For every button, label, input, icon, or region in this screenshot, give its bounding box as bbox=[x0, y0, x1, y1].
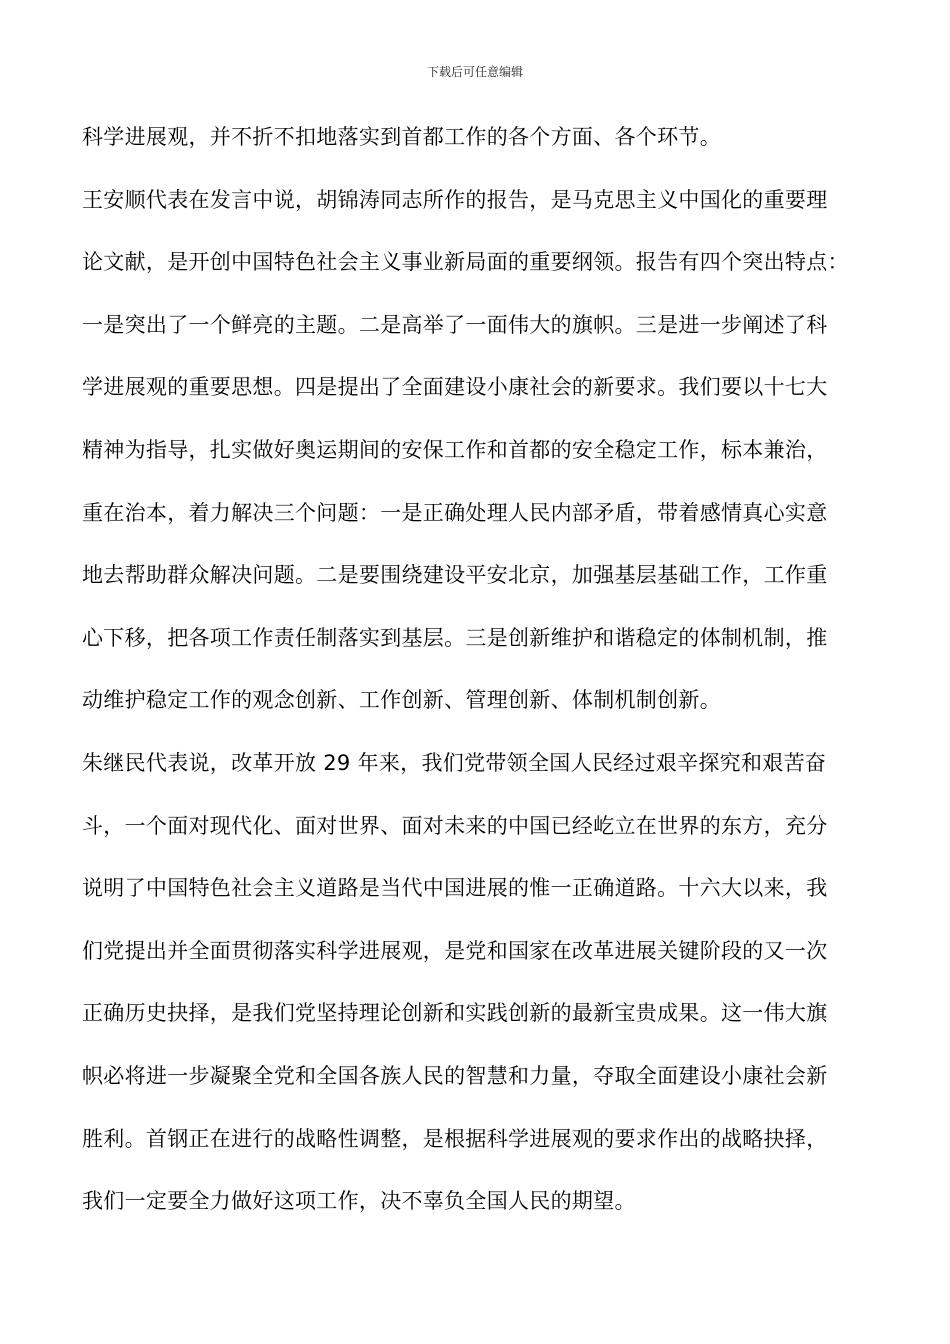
text-line: 科学进展观，并不折不扣地落实到首都工作的各个方面、各个环节。 bbox=[82, 125, 721, 149]
text-line: 重在治本，着力解决三个问题：一是正确处理人民内部矛盾，带着感情真心实意 bbox=[82, 500, 828, 525]
text-line: 我们一定要全力做好这项工作，决不辜负全国人民的期望。 bbox=[82, 1189, 636, 1214]
text-line: 正确历史抉择，是我们党坚持理论创新和实践创新的最新宝贵成果。这一伟大旗 bbox=[82, 1001, 828, 1026]
text-line: 说明了中国特色社会主义道路是当代中国进展的惟一正确道路。十六大以来，我 bbox=[82, 876, 828, 901]
text-line: 朱继民代表说，改革开放 29 年来，我们党带领全国人民经过艰辛探究和艰苦奋 bbox=[82, 750, 827, 775]
header-note: 下载后可任意编辑 bbox=[426, 65, 523, 79]
text-line: 一是突出了一个鲜亮的主题。二是高举了一面伟大的旗帜。三是进一步阐述了科 bbox=[82, 312, 828, 337]
text-line: 心下移，把各项工作责任制落实到基层。三是创新维护和谐稳定的体制机制，推 bbox=[82, 625, 828, 650]
text-line: 学进展观的重要思想。四是提出了全面建设小康社会的新要求。我们要以十七大 bbox=[82, 375, 828, 400]
text-line: 王安顺代表在发言中说，胡锦涛同志所作的报告，是马克思主义中国化的重要理 bbox=[82, 187, 828, 212]
text-line: 动维护稳定工作的观念创新、工作创新、管理创新、体制机制创新。 bbox=[82, 688, 721, 713]
text-line: 论文献，是开创中国特色社会主义事业新局面的重要纲领。报告有四个突出特点： bbox=[82, 250, 849, 275]
document-body bbox=[82, 106, 882, 1233]
text-line: 精神为指导，扎实做好奥运期间的安保工作和首都的安全稳定工作，标本兼治， bbox=[82, 437, 828, 462]
text-line: 斗，一个面对现代化、面对世界、面对未来的中国已经屹立在世界的东方，充分 bbox=[82, 813, 828, 838]
text-line: 地去帮助群众解决问题。二是要围绕建设平安北京，加强基层基础工作，工作重 bbox=[82, 563, 828, 588]
text-line: 帜必将进一步凝聚全党和全国各族人民的智慧和力量，夺取全面建设小康社会新 bbox=[82, 1063, 828, 1088]
text-line: 们党提出并全面贯彻落实科学进展观，是党和国家在改革进展关键阶段的又一次 bbox=[82, 938, 828, 963]
text-line: 胜利。首钢正在进行的战略性调整，是根据科学进展观的要求作出的战略抉择， bbox=[82, 1126, 828, 1151]
